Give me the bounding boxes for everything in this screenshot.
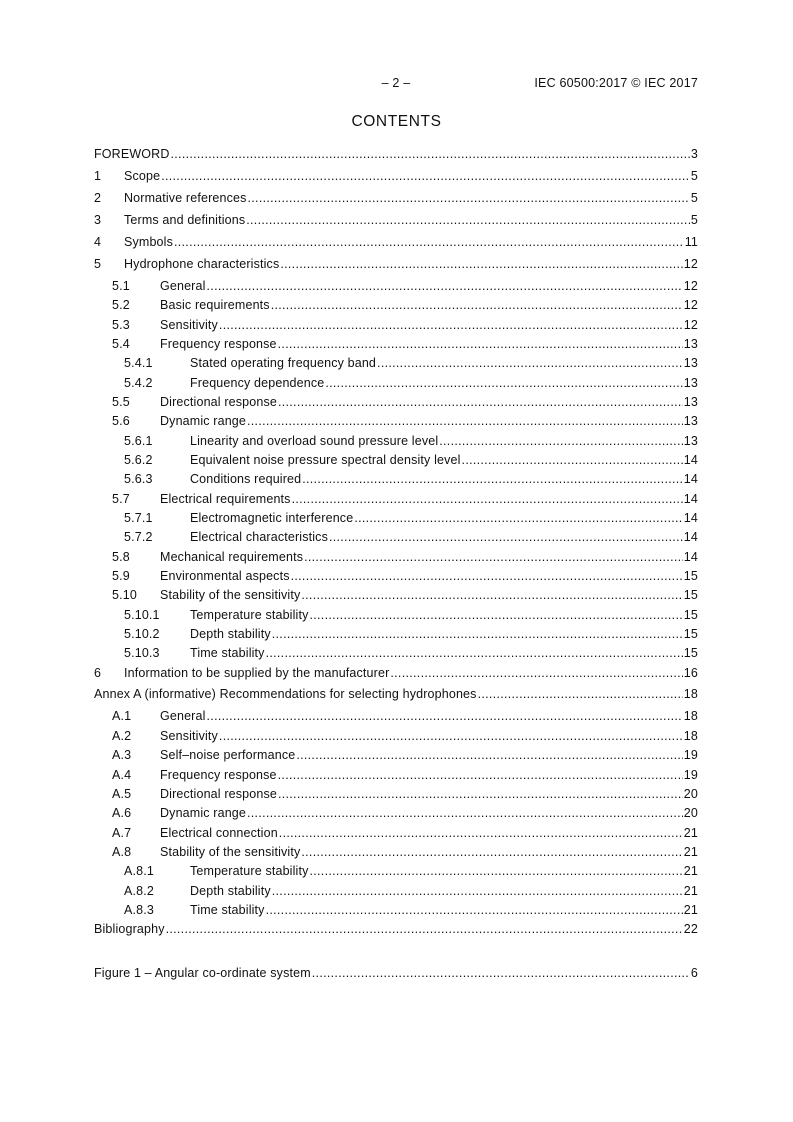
toc-entry-label: Hydrophone characteristics [124,257,280,271]
dot-leader [271,297,683,313]
toc-entry-page: 15 [683,588,698,602]
toc-entry[interactable] [94,297,698,313]
dot-leader [309,607,682,623]
toc-entry-page: 13 [683,414,698,428]
toc-entry-number: A.8.1 [124,864,154,878]
dot-leader [279,825,683,841]
dot-leader [309,863,682,879]
toc-entry[interactable] [94,767,698,783]
toc-entry-number: A.1 [112,709,132,723]
toc-entry-label: General [160,279,206,293]
toc-entry-label: Electrical characteristics [190,530,328,544]
toc-entry-label: Self–noise performance [160,748,296,762]
dot-leader [272,626,683,642]
toc-entry-page: 22 [683,922,698,936]
toc-entry-number: 5.3 [112,318,130,332]
toc-entry[interactable] [94,883,698,899]
toc-entry-page: 15 [683,627,698,641]
dot-leader [296,747,682,763]
toc-entry-number: A.8 [112,845,132,859]
toc-entry-number: A.4 [112,768,132,782]
toc-entry-page: 5 [690,169,698,183]
toc-entry-label: Depth stability [190,884,271,898]
toc-entry[interactable] [94,747,698,763]
toc-entry-label: Time stability [190,903,265,917]
toc-entry-label: Stated operating frequency band [190,356,377,370]
toc-entry-page: 12 [683,298,698,312]
toc-entry-page: 21 [683,884,698,898]
toc-entry[interactable] [94,491,698,507]
toc-entry-number: 5.10 [112,588,137,602]
standard-reference: IEC 60500:2017 © IEC 2017 [534,76,698,90]
dot-leader [207,708,683,724]
toc-entry-label: Dynamic range [160,414,247,428]
toc-entry-label: Temperature stability [190,864,309,878]
toc-entry[interactable] [94,375,698,391]
toc-entry-page: 13 [683,356,698,370]
toc-entry-label: Scope [124,169,161,183]
toc-entry[interactable] [94,317,698,333]
toc-entry-number: 4 [94,235,102,249]
toc-entry-number: 1 [94,169,102,183]
toc-entry-page: 13 [683,337,698,351]
toc-entry-number: 5.6.2 [124,453,153,467]
toc-entry-number: A.8.3 [124,903,154,917]
dot-leader [161,168,690,184]
toc-entry[interactable] [94,168,698,184]
toc-entry[interactable] [94,278,698,294]
dot-leader [301,844,682,860]
toc-entry-label: Frequency response [160,768,277,782]
toc-entry[interactable] [94,921,698,937]
toc-entry[interactable] [94,549,698,565]
toc-entry-page: 18 [683,687,698,701]
toc-entry-number: 5.10.2 [124,627,160,641]
toc-entry-number: 5.7.2 [124,530,153,544]
toc-entry-page: 5 [690,213,698,227]
toc-entry-label: Basic requirements [160,298,270,312]
toc-entry[interactable] [94,433,698,449]
dot-leader [266,645,683,661]
toc-entry[interactable] [94,902,698,918]
dot-leader [219,728,683,744]
toc-entry[interactable] [94,256,698,272]
toc-entry[interactable] [94,529,698,545]
toc-entry[interactable] [94,190,698,206]
toc-entry-number: A.8.2 [124,884,154,898]
toc-entry-label: Depth stability [190,627,271,641]
toc-entry-number: 6 [94,666,102,680]
toc-entry-label: Stability of the sensitivity [160,588,301,602]
toc-entry[interactable] [94,786,698,802]
toc-entry[interactable] [94,452,698,468]
toc-entry[interactable] [94,805,698,821]
toc-entry-label: Directional response [160,787,277,801]
toc-entry[interactable] [94,336,698,352]
toc-entry-page: 13 [683,434,698,448]
toc-entry-page: 15 [683,569,698,583]
toc-entry-page: 14 [683,472,698,486]
dot-leader [280,256,682,272]
toc-entry-label: Linearity and overload sound pressure level [190,434,439,448]
toc-entry-page: 11 [684,235,698,249]
toc-entry-label: Mechanical requirements [160,550,304,564]
toc-entry-number: 5.9 [112,569,130,583]
dot-leader [292,491,683,507]
toc-entry-page: 19 [683,748,698,762]
toc-entry-page: 21 [683,864,698,878]
toc-entry-label: Bibliography [94,922,165,936]
toc-entry[interactable] [94,471,698,487]
toc-entry-page: 5 [690,191,698,205]
contents-title: CONTENTS [351,113,442,130]
toc-entry-page: 18 [683,729,698,743]
toc-entry-label: FOREWORD [94,147,170,161]
toc-entry-label: Electrical connection [160,826,278,840]
dot-leader [302,471,683,487]
toc-entry-number: 5.1 [112,279,130,293]
toc-entry-page: 13 [683,376,698,390]
toc-entry-number: 5.10.1 [124,608,160,622]
dot-leader [266,902,683,918]
dot-leader [439,433,683,449]
toc-entry[interactable] [94,587,698,603]
toc-entry-label: Normative references [124,191,247,205]
dot-leader [377,355,683,371]
toc-entry[interactable] [94,686,698,702]
dot-leader [219,317,683,333]
toc-entry-page: 14 [683,453,698,467]
toc-entry-label: Conditions required [190,472,302,486]
dot-leader [390,665,682,681]
toc-entry-label: Stability of the sensitivity [160,845,301,859]
toc-entry[interactable] [94,146,698,162]
toc-entry-label: Dynamic range [160,806,247,820]
toc-entry-page: 3 [690,147,698,161]
toc-entry[interactable] [94,626,698,642]
toc-entry-page: 20 [683,787,698,801]
toc-entry[interactable] [94,212,698,228]
toc-entry-number: 3 [94,213,102,227]
toc-entry-label: Environmental aspects [160,569,290,583]
toc-entry-number: 5.4.1 [124,356,153,370]
toc-entry[interactable] [94,568,698,584]
toc-entry-number: A.5 [112,787,132,801]
toc-entry-number: 5.2 [112,298,130,312]
toc-entry-page: 16 [683,666,698,680]
page-number: – 2 – [381,76,411,90]
toc-entry-number: 5.4 [112,337,130,351]
toc-entry[interactable] [94,394,698,410]
dot-leader [278,767,683,783]
toc-entry-label: Equivalent noise pressure spectral density level [190,453,461,467]
toc-entry[interactable] [94,825,698,841]
toc-entry-number: A.7 [112,826,132,840]
dot-leader [301,587,682,603]
toc-entry-label: Annex A (informative) Recommendations for selecting hydrophones [94,687,477,701]
figure-entry-label: Figure 1 – Angular co-ordinate system [94,966,311,980]
dot-leader [325,375,682,391]
dot-leader [478,686,683,702]
toc-entry-page: 21 [683,845,698,859]
toc-entry-label: Frequency response [160,337,277,351]
toc-entry-number: 5.7.1 [124,511,153,525]
dot-leader [248,190,690,206]
toc-entry-number: A.3 [112,748,132,762]
toc-entry-label: Electrical requirements [160,492,291,506]
toc-entry-page: 20 [683,806,698,820]
dot-leader [247,805,683,821]
toc-entry-number: 5.8 [112,550,130,564]
dot-leader [329,529,683,545]
toc-entry-number: 5.6.1 [124,434,153,448]
toc-entry-page: 14 [683,511,698,525]
toc-entry-page: 19 [683,768,698,782]
toc-entry[interactable] [94,607,698,623]
toc-entry[interactable] [94,863,698,879]
toc-entry-label: Sensitivity [160,318,218,332]
toc-entry-page: 14 [683,550,698,564]
dot-leader [312,965,690,981]
toc-entry-label: Information to be supplied by the manufacturer [124,666,390,680]
toc-entry[interactable] [94,728,698,744]
toc-entry-number: A.2 [112,729,132,743]
toc-entry-page: 18 [683,709,698,723]
dot-leader [278,336,683,352]
toc-entry-label: Symbols [124,235,173,249]
dot-leader [462,452,683,468]
toc-entry-page: 15 [683,646,698,660]
toc-entry-label: Terms and definitions [124,213,246,227]
toc-entry-page: 21 [683,826,698,840]
toc-entry-label: General [160,709,206,723]
toc-entry[interactable] [94,645,698,661]
dot-leader [171,146,690,162]
toc-entry[interactable] [94,510,698,526]
toc-entry-page: 15 [683,608,698,622]
toc-entry-number: 5.7 [112,492,130,506]
toc-entry[interactable] [94,413,698,429]
toc-entry[interactable] [94,355,698,371]
dot-leader [278,786,683,802]
toc-entry-number: 5.6.3 [124,472,153,486]
dot-leader [291,568,683,584]
toc-entry-page: 12 [683,257,698,271]
toc-entry-label: Sensitivity [160,729,218,743]
figure-entry-page: 6 [690,966,698,980]
toc-entry-number: 5.6 [112,414,130,428]
toc-entry-page: 14 [683,530,698,544]
dot-leader [354,510,682,526]
toc-entry-label: Frequency dependence [190,376,325,390]
toc-entry-number: 5.10.3 [124,646,160,660]
toc-entry[interactable] [94,234,698,250]
dot-leader [174,234,684,250]
toc-entry-number: 5 [94,257,102,271]
dot-leader [166,921,683,937]
toc-entry-number: 2 [94,191,102,205]
toc-entry-page: 14 [683,492,698,506]
toc-entry[interactable] [94,844,698,860]
toc-entry-page: 12 [683,279,698,293]
toc-entry-number: 5.4.2 [124,376,153,390]
figure-entry[interactable] [94,965,698,981]
toc-entry[interactable] [94,665,698,681]
dot-leader [246,212,690,228]
dot-leader [247,413,683,429]
toc-entry-label: Time stability [190,646,265,660]
toc-entry-label: Directional response [160,395,277,409]
toc-entry-label: Electromagnetic interference [190,511,354,525]
dot-leader [304,549,683,565]
toc-entry-page: 13 [683,395,698,409]
toc-entry-page: 12 [683,318,698,332]
toc-entry-number: A.6 [112,806,132,820]
toc-entry-page: 21 [683,903,698,917]
toc-entry[interactable] [94,708,698,724]
dot-leader [207,278,683,294]
toc-entry-number: 5.5 [112,395,130,409]
dot-leader [272,883,683,899]
dot-leader [278,394,683,410]
toc-entry-label: Temperature stability [190,608,309,622]
